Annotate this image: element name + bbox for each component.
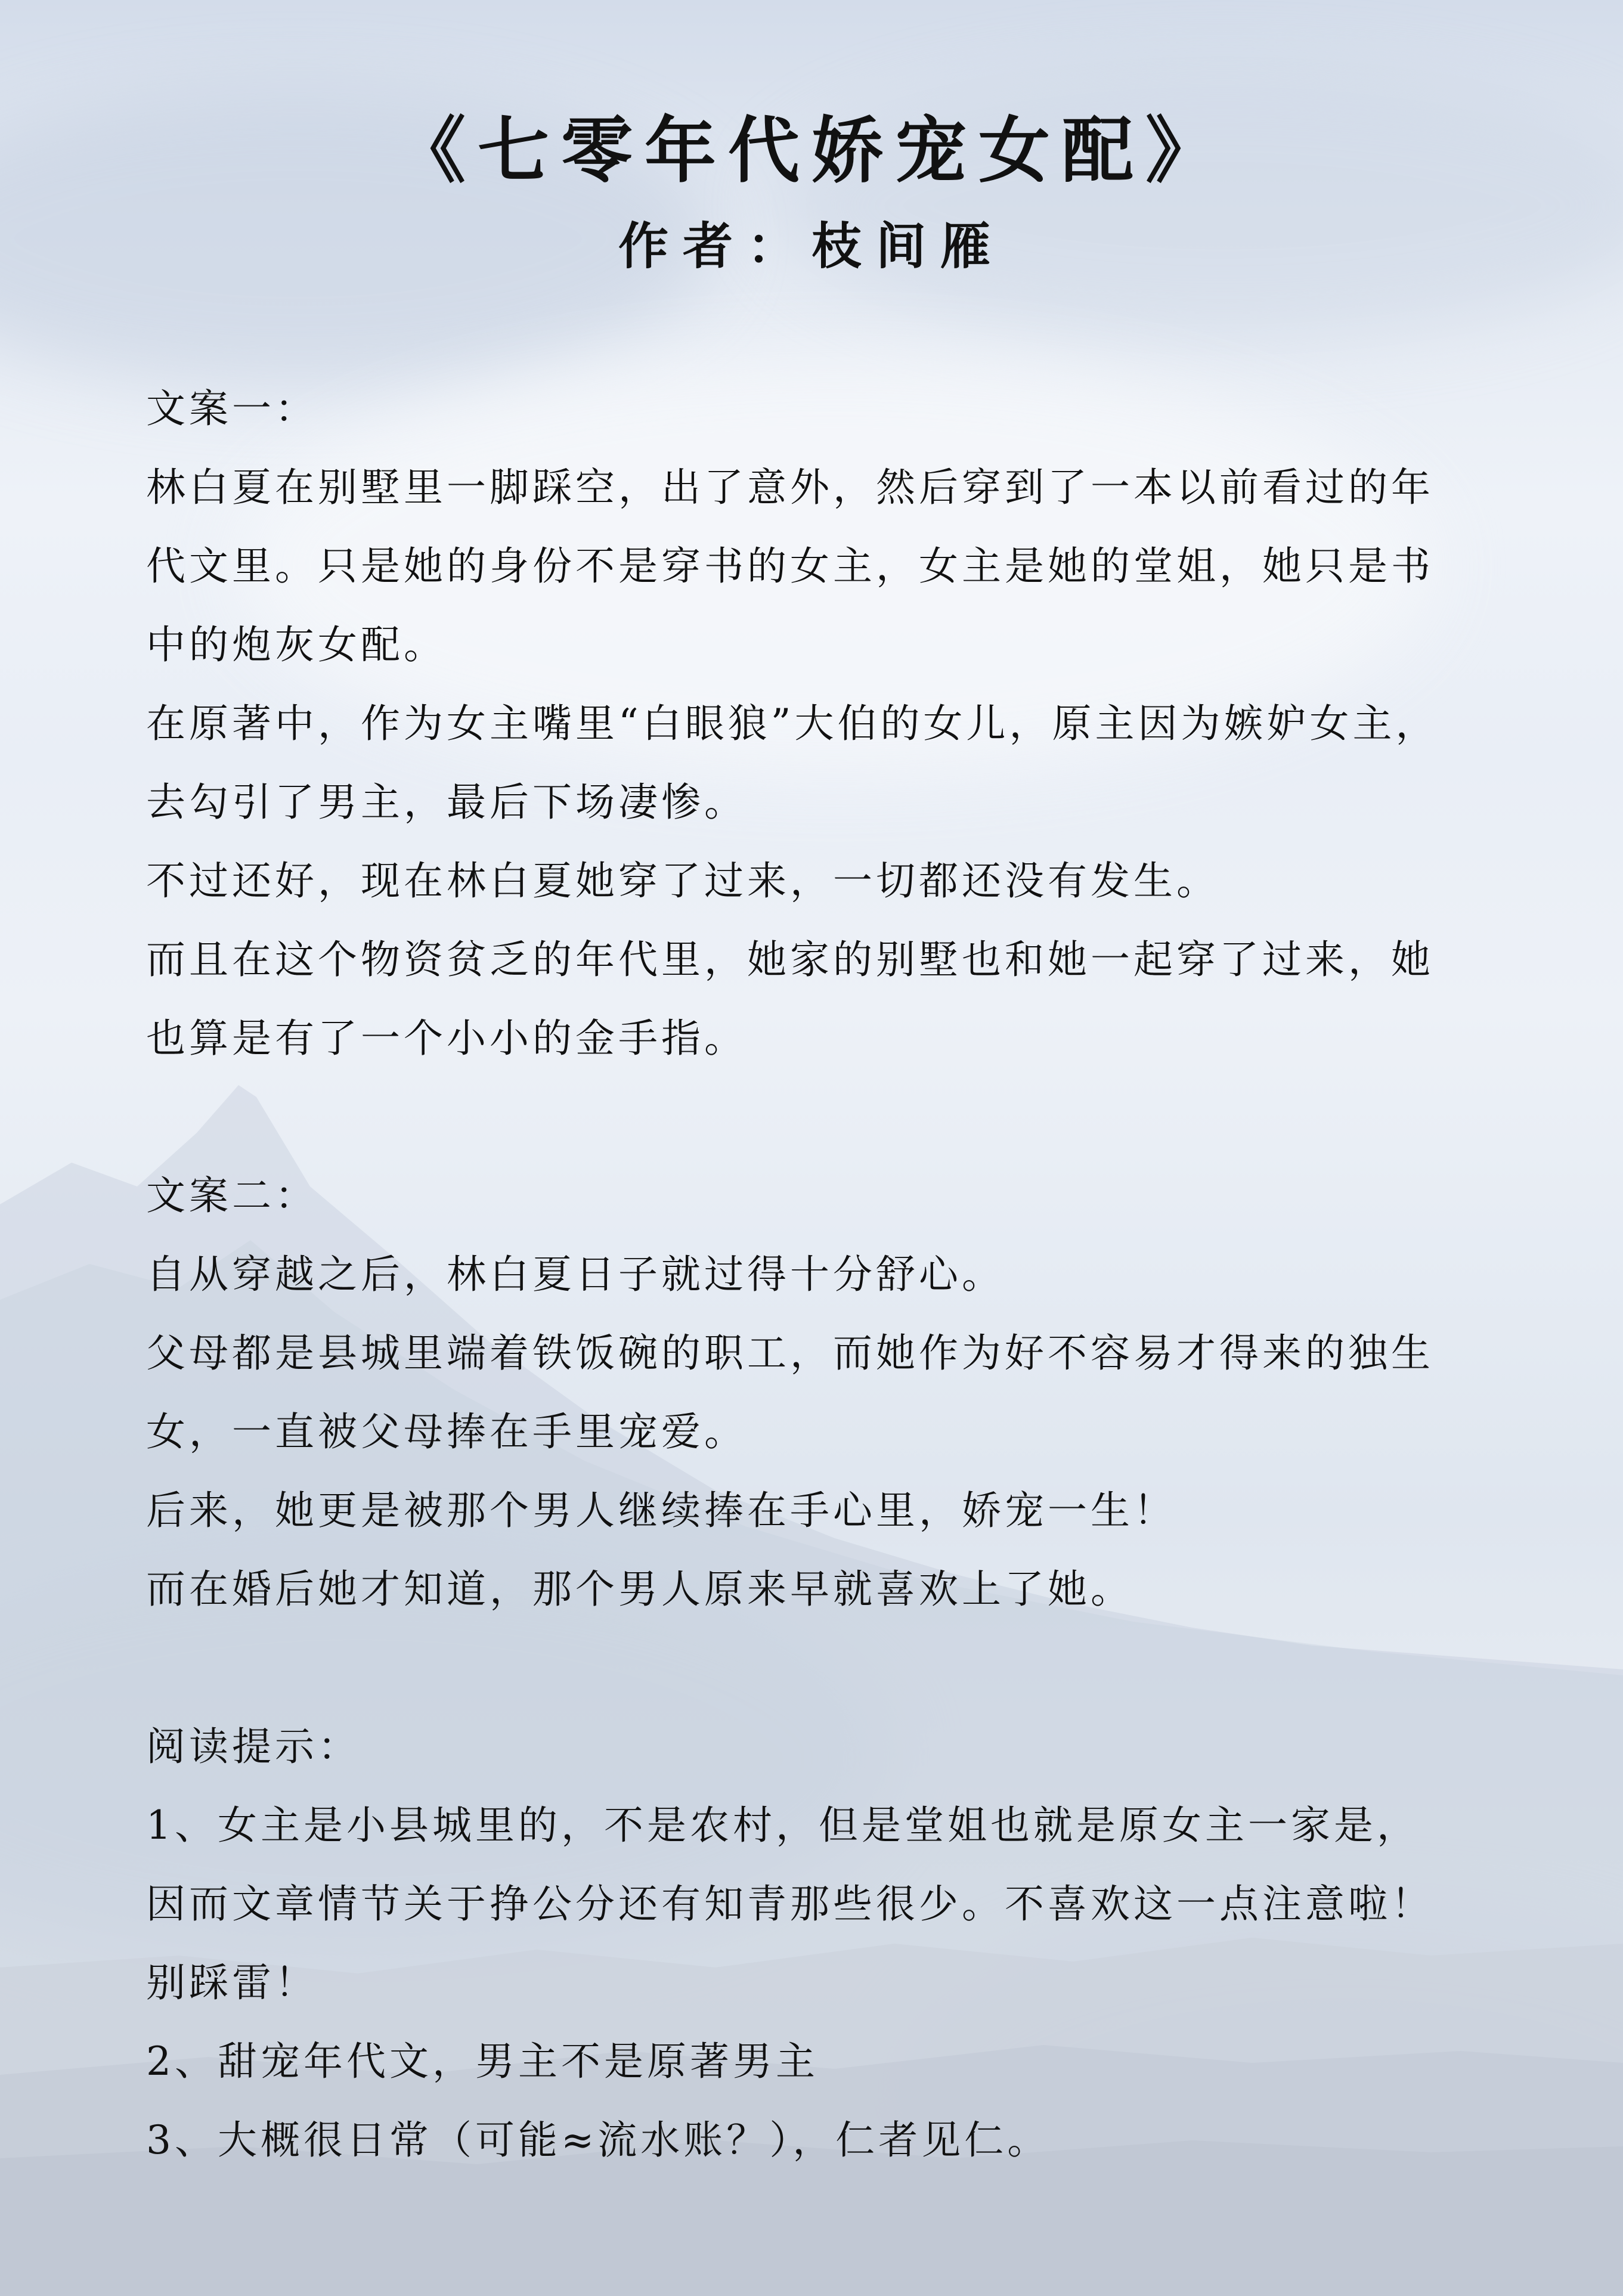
synopsis-body xyxy=(146,370,1488,2180)
paragraph-line: 不过还好，现在林白夏她穿了过来，一切都还没有发生。 xyxy=(146,858,1219,904)
paragraph-line: 中的炮灰女配。 xyxy=(146,622,447,668)
paragraph-line: 因而文章情节关于挣公分还有知青那些很少。不喜欢这一点注意啦！ xyxy=(146,1881,1434,1927)
section-spacer xyxy=(146,1078,1488,1157)
paragraph-line: 去勾引了男主，最后下场凄惨。 xyxy=(146,779,747,825)
section-heading: 文案二： xyxy=(146,1173,318,1219)
paragraph-line: 1、女主是小县城里的，不是农村，但是堂姐也就是原女主一家是， xyxy=(146,1802,1420,1848)
paragraph-line: 代文里。只是她的身份不是穿书的女主，女主是她的堂姐，她只是书 xyxy=(146,543,1434,589)
author-line: 作者：枝间雁 xyxy=(618,216,1005,275)
paragraph-line: 自从穿越之后，林白夏日子就过得十分舒心。 xyxy=(146,1251,1005,1297)
paragraph-line: 后来，她更是被那个男人继续捧在手心里，娇宠一生！ xyxy=(146,1488,1176,1533)
section-heading: 阅读提示： xyxy=(146,1724,361,1770)
section-heading: 文案一： xyxy=(146,386,318,432)
paragraph-line: 林白夏在别墅里一脚踩空，出了意外，然后穿到了一本以前看过的年 xyxy=(146,464,1434,510)
paragraph-line: 在原著中，作为女主嘴里“白眼狼”大伯的女儿，原主因为嫉妒女主， xyxy=(146,701,1439,746)
paragraph-line: 3、大概很日常（可能≈流水账？），仁者见仁。 xyxy=(146,2117,1051,2163)
paragraph-line: 而在婚后她才知道，那个男人原来早就喜欢上了她。 xyxy=(146,1566,1133,1612)
paragraph-line: 女，一直被父母捧在手里宠爱。 xyxy=(146,1409,747,1455)
paragraph-line: 也算是有了一个小小的金手指。 xyxy=(146,1015,747,1061)
paragraph-line: 别踩雷！ xyxy=(146,1960,318,2006)
paragraph-line: 2、甜宠年代文，男主不是原著男主 xyxy=(146,2038,819,2084)
book-title: 《七零年代娇宠女配》 xyxy=(394,109,1229,193)
paragraph-line: 父母都是县城里端着铁饭碗的职工，而她作为好不容易才得来的独生 xyxy=(146,1330,1434,1376)
section-spacer xyxy=(146,1629,1488,1708)
paragraph-line: 而且在这个物资贫乏的年代里，她家的别墅也和她一起穿了过来，她 xyxy=(146,937,1434,983)
